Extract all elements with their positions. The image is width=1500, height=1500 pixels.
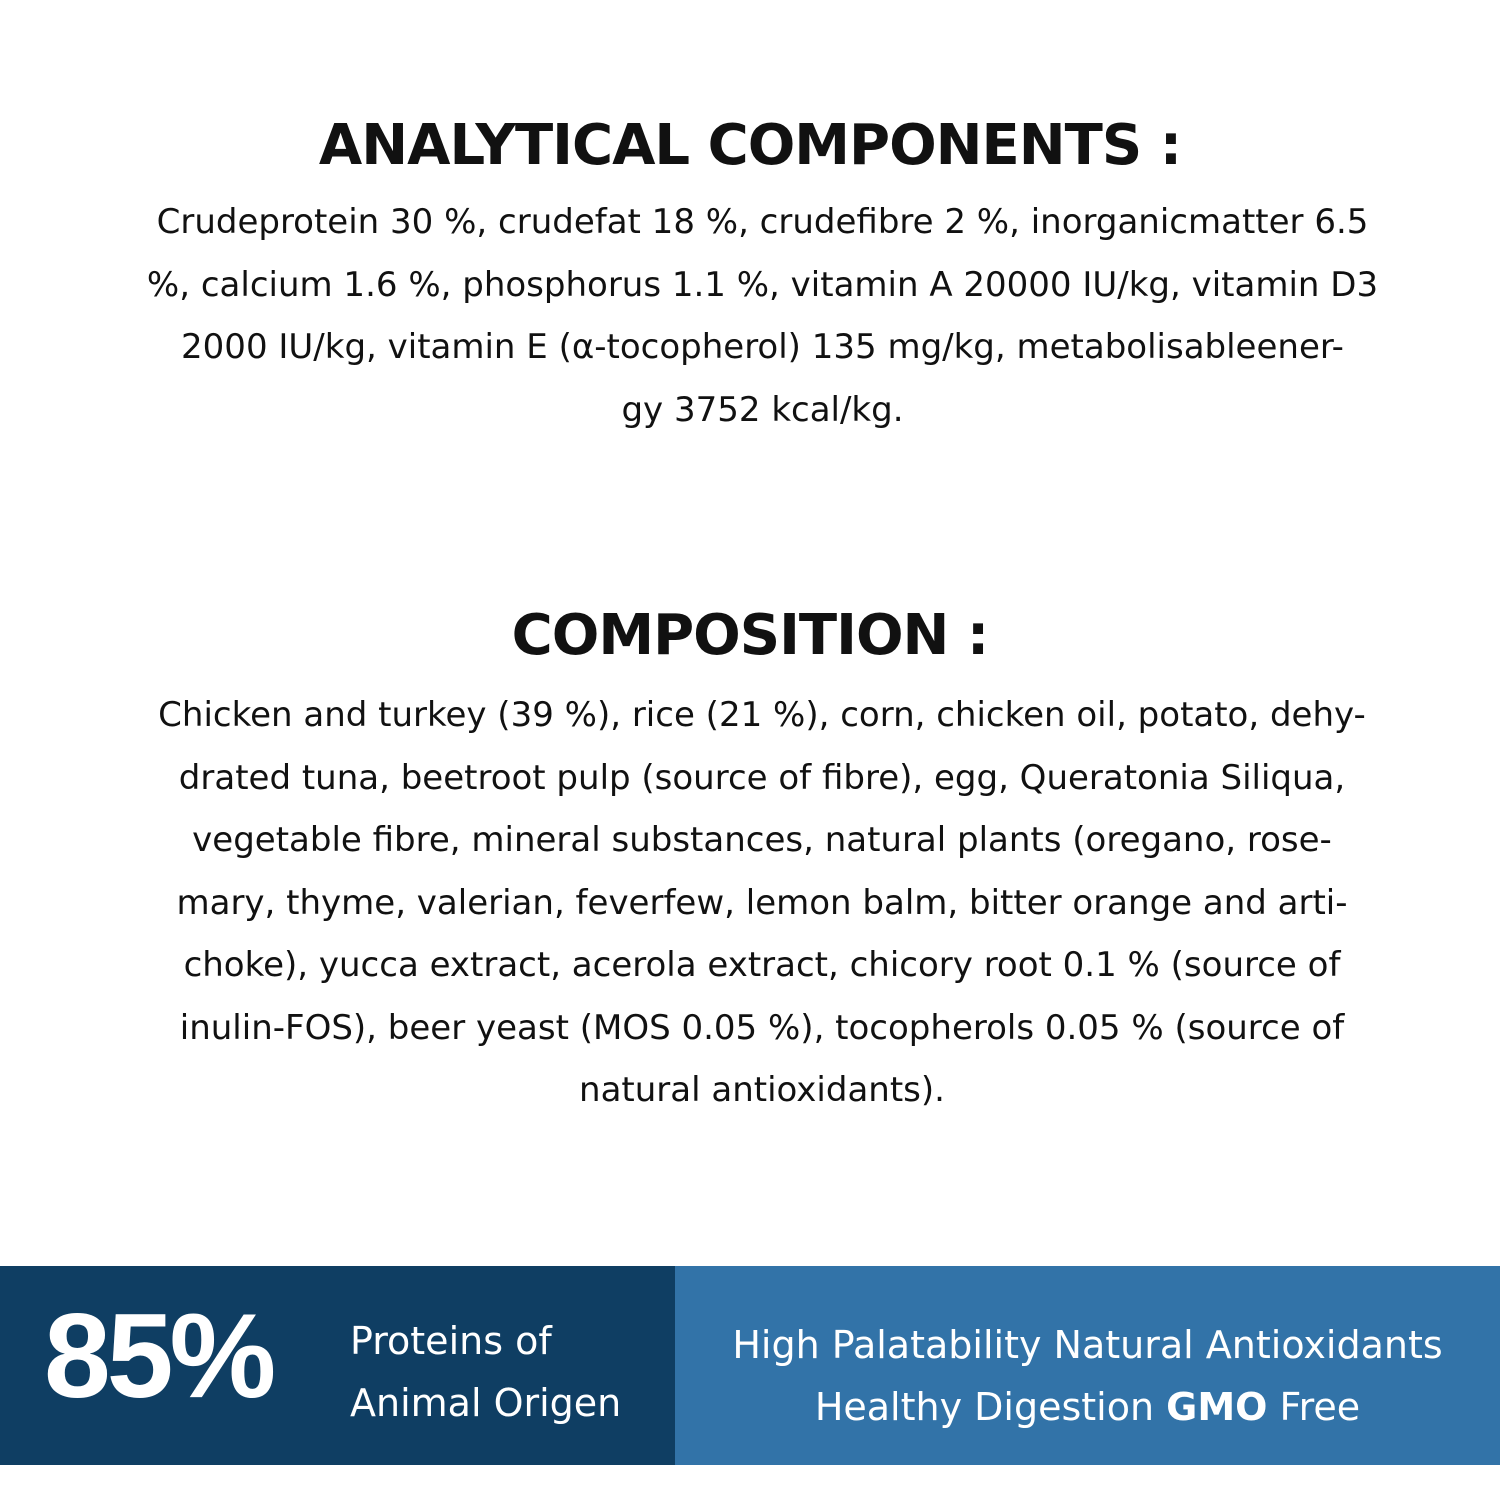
- protein-caption-line: Proteins of: [350, 1319, 552, 1363]
- protein-caption: [350, 1310, 621, 1434]
- composition-line: choke), yucca extract, acerola extract, chicory root 0.1 % (source of: [183, 945, 1341, 985]
- benefits-line-suffix: Free: [1267, 1385, 1361, 1429]
- benefits-text: [675, 1314, 1500, 1438]
- protein-percent: 85%: [44, 1289, 273, 1423]
- analytical-line: %, calcium 1.6 %, phosphorus 1.1 %, vitamin A 20000 IU/kg, vitamin D3: [146, 264, 1379, 305]
- protein-panel: [0, 1266, 675, 1465]
- benefits-panel: [675, 1266, 1500, 1465]
- analytical-line: 2000 IU/kg, vitamin E (α-tocopherol) 135 mg/kg, metabolisableener-: [181, 327, 1344, 367]
- composition-line: natural antioxidants).: [579, 1070, 945, 1110]
- analytical-components-text: [75, 191, 1450, 441]
- benefits-line-prefix: Healthy Digestion: [814, 1385, 1167, 1429]
- gmo-label: GMO: [1166, 1385, 1268, 1429]
- analytical-line: Crudeprotein 30 %, crudefat 18 %, crudefibre 2 %, inorganicmatter 6.5: [156, 202, 1369, 242]
- protein-caption-line: Animal Origen: [350, 1381, 622, 1425]
- composition-line: inulin-FOS), beer yeast (MOS 0.05 %), tocopherols 0.05 % (source of: [179, 1007, 1345, 1048]
- composition-line: vegetable fibre, mineral substances, natural plants (oregano, rose-: [192, 820, 1332, 860]
- composition-title: COMPOSITION :: [511, 603, 989, 668]
- composition-text: [82, 684, 1442, 1122]
- composition-line: Chicken and turkey (39 %), rice (21 %), corn, chicken oil, potato, dehy-: [158, 695, 1366, 735]
- analytical-line: gy 3752 kcal/kg.: [621, 389, 904, 430]
- feature-banner: [0, 1266, 1500, 1465]
- benefits-line: High Palatability Natural Antioxidants: [732, 1323, 1443, 1367]
- composition-line: drated tuna, beetroot pulp (source of fibre), egg, Queratonia Siliqua,: [178, 757, 1346, 798]
- composition-line: mary, thyme, valerian, feverfew, lemon balm, bitter orange and arti-: [176, 882, 1348, 923]
- analytical-components-title: ANALYTICAL COMPONENTS :: [318, 113, 1182, 178]
